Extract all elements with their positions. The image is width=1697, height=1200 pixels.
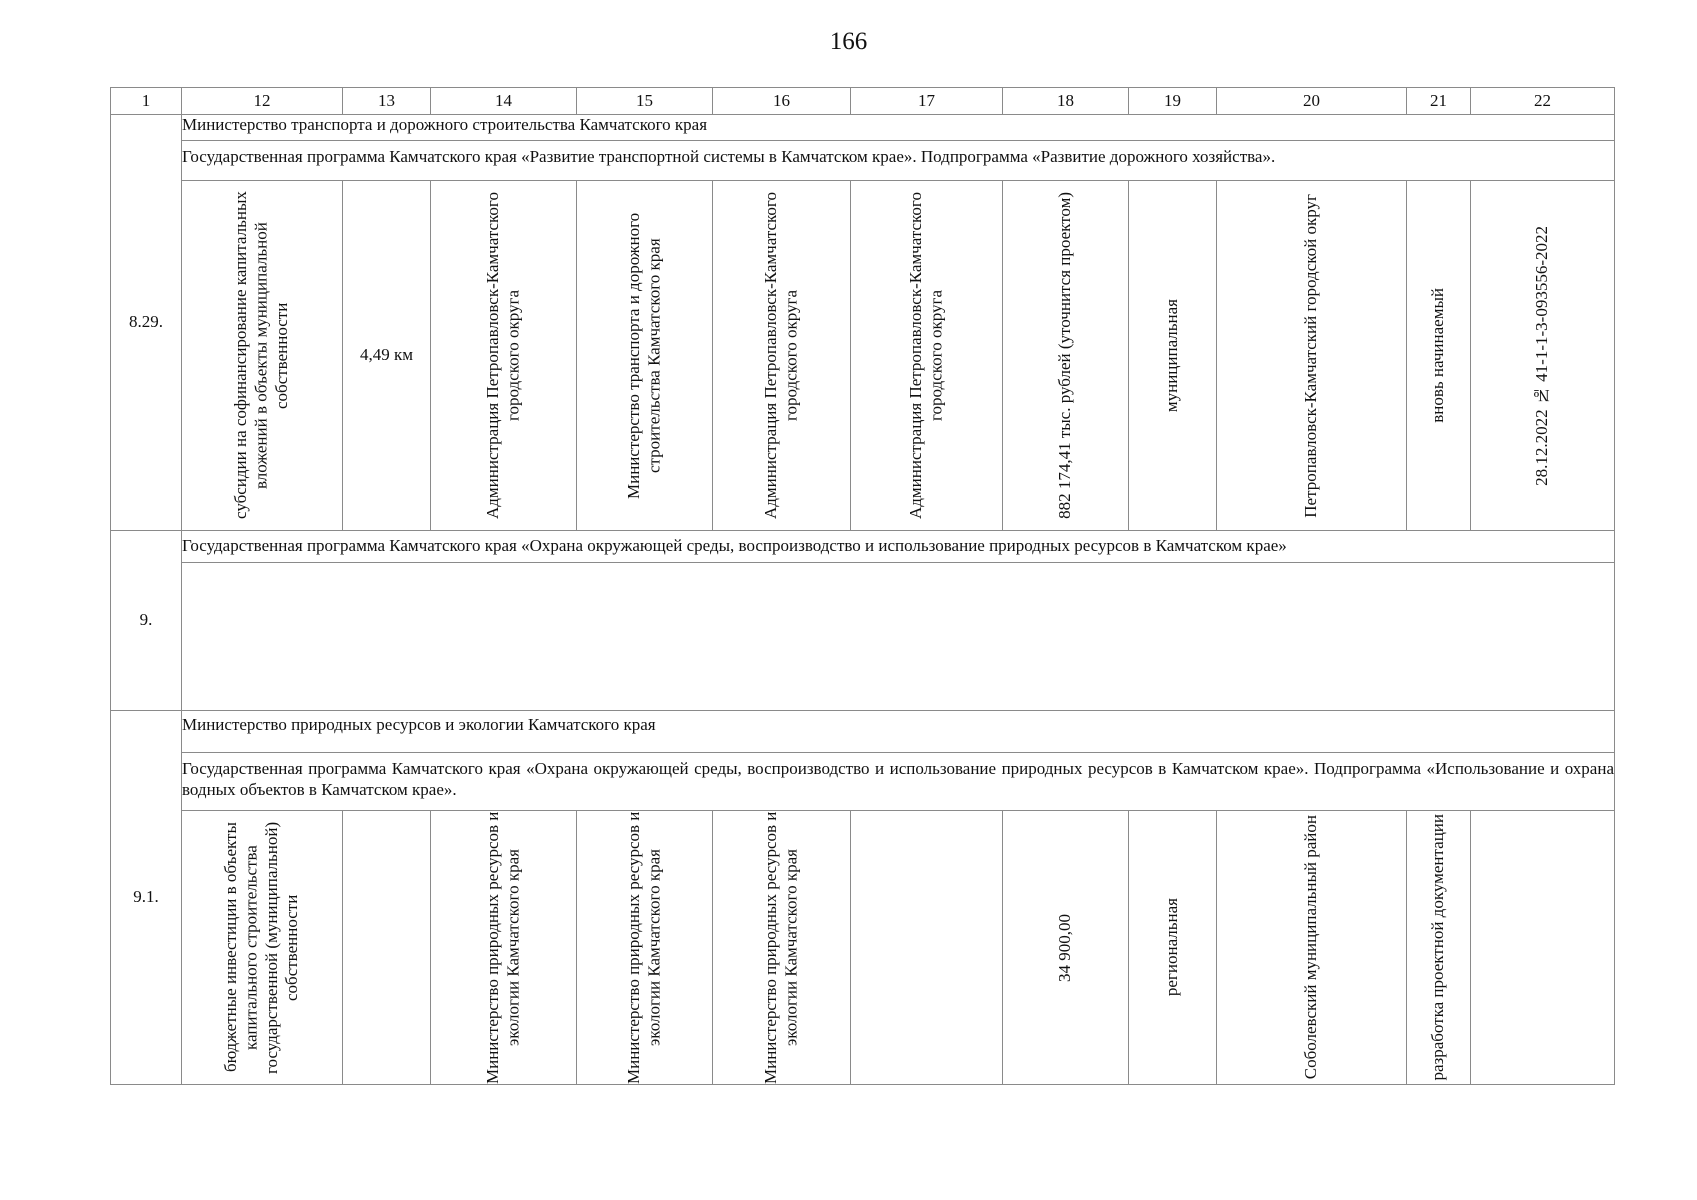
funding-type: бюджетные инвестиции в объекты капитального строительства государственной (муниципальной) собственности: [221, 821, 302, 1074]
developer-cell: [851, 811, 1003, 1085]
header-cell: 18: [1003, 88, 1129, 115]
program-row: [111, 531, 1615, 563]
ownership-cell: [1129, 181, 1217, 531]
program-row: [111, 753, 1615, 811]
ministry-name: Министерство природных ресурсов и экологии Камчатского края: [182, 711, 1615, 753]
customer-cell: [431, 811, 577, 1085]
row-number: 9.: [111, 531, 182, 711]
capacity-cell: [343, 811, 431, 1085]
row-number: 8.29.: [111, 115, 182, 531]
header-cell: 19: [1129, 88, 1217, 115]
developer-cell: [851, 181, 1003, 531]
recipient: Администрация Петропавловск-Камчатского городского округа: [761, 192, 801, 519]
estimated-cost: 34 900,00: [1055, 913, 1075, 982]
capacity-cell: [343, 181, 431, 531]
row-number: 9.1.: [111, 711, 182, 1085]
developer: Администрация Петропавловск-Камчатского городского округа: [906, 192, 946, 519]
capacity: 4,49 км: [359, 345, 414, 365]
administrator: Министерство транспорта и дорожного строительства Камчатского края: [624, 212, 664, 499]
header-cell: 22: [1471, 88, 1615, 115]
location-cell: [1217, 811, 1407, 1085]
estimated-cost: 882 174,41 тыс. рублей (уточнится проектом): [1055, 192, 1075, 519]
header-cell: 15: [577, 88, 713, 115]
location: Петропавловск-Камчатский городской округ: [1301, 193, 1321, 518]
program-name: Государственная программа Камчатского края «Развитие транспортной системы в Камчатском крае». Подпрограмма «Развитие дорожного хозяйства».: [182, 141, 1615, 181]
funding-type: субсидии на софинансирование капитальных вложений в объекты муниципальной собственности: [231, 191, 292, 520]
header-row: [111, 88, 1615, 115]
expertise-conclusion: 28.12.2022 № 41-1-1-3-093556-2022: [1532, 225, 1552, 486]
ownership: муниципальная: [1162, 298, 1182, 413]
page-number: 166: [829, 28, 868, 55]
administrator: Министерство природных ресурсов и экологии Камчатского края: [624, 811, 664, 1084]
status-cell: [1407, 181, 1471, 531]
ownership: региональная: [1162, 898, 1182, 997]
recipient: Министерство природных ресурсов и экологии Камчатского края: [761, 811, 801, 1084]
recipient-cell: [713, 811, 851, 1085]
location: Соболевский муниципальный район: [1301, 815, 1321, 1080]
program-row: [111, 141, 1615, 181]
ministry-row: [111, 711, 1615, 753]
administrator-cell: [577, 181, 713, 531]
status-cell: [1407, 811, 1471, 1085]
program-name: Государственная программа Камчатского края «Охрана окружающей среды, воспроизводство и использование природных ресурсов в Камчатском крае»: [182, 531, 1615, 563]
ministry-name: Министерство транспорта и дорожного строительства Камчатского края: [182, 115, 1615, 141]
header-cell: 13: [343, 88, 431, 115]
header-cell: 14: [431, 88, 577, 115]
expertise-cell: [1471, 181, 1615, 531]
ministry-row: [111, 115, 1615, 141]
location-cell: [1217, 181, 1407, 531]
data-row: [111, 811, 1615, 1085]
empty-cell: [182, 563, 1615, 711]
customer: Министерство природных ресурсов и экологии Камчатского края: [483, 811, 523, 1084]
funding-type-cell: [182, 811, 343, 1085]
header-cell: 21: [1407, 88, 1471, 115]
expertise-cell: [1471, 811, 1615, 1085]
header-cell: 16: [713, 88, 851, 115]
cost-cell: [1003, 811, 1129, 1085]
cost-cell: [1003, 181, 1129, 531]
administrator-cell: [577, 811, 713, 1085]
header-cell: 1: [111, 88, 182, 115]
customer-cell: [431, 181, 577, 531]
empty-row: [111, 563, 1615, 711]
funding-type-cell: [182, 181, 343, 531]
investment-table: [110, 87, 1615, 1085]
status: разработка проектной документации: [1428, 814, 1448, 1081]
customer: Администрация Петропавловск-Камчатского городского округа: [483, 192, 523, 519]
header-cell: 20: [1217, 88, 1407, 115]
header-cell: 12: [182, 88, 343, 115]
header-cell: 17: [851, 88, 1003, 115]
ownership-cell: [1129, 811, 1217, 1085]
program-name: Государственная программа Камчатского края «Охрана окружающей среды, воспроизводство и использование природных ресурсов в Камчатском крае». Подпрограмма «Использование и охрана водных объектов в Камчатском крае».: [182, 753, 1615, 811]
recipient-cell: [713, 181, 851, 531]
data-row: [111, 181, 1615, 531]
status: вновь начинаемый: [1428, 288, 1448, 423]
